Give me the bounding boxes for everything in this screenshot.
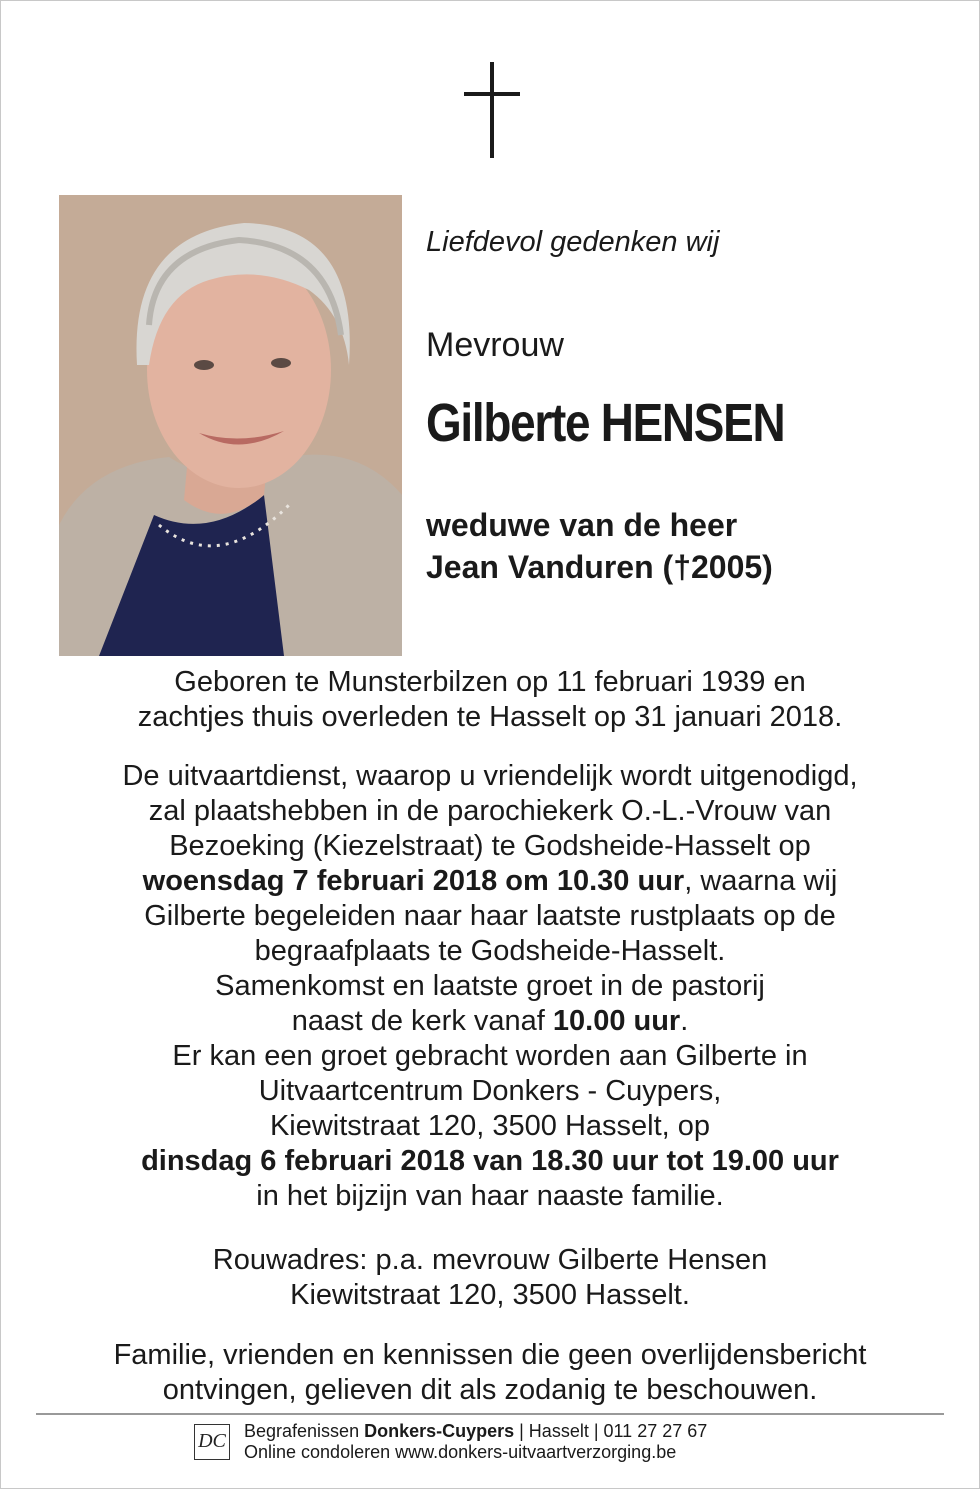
address-line-2: Kiewitstraat 120, 3500 Hasselt. [290,1279,690,1311]
deceased-name: Gilberte HENSEN [426,393,785,453]
service-line-6: begraafplaats te Godsheide-Hasselt. [254,935,726,967]
service-line-11: Kiewitstraat 120, 3500 Hasselt, op [269,1110,711,1142]
address-line-1: Rouwadres: p.a. mevrouw Gilberte Hensen [212,1244,768,1276]
portrait-photo [59,195,402,656]
service-line-10: Uitvaartcentrum Donkers - Cuypers, [258,1075,722,1107]
widow-line-1: weduwe van de heer [426,507,738,543]
closing-line-1: Familie, vrienden en kennissen die geen overlijdensbericht [113,1339,867,1371]
visitation-date: dinsdag 6 februari 2018 van 18.30 uur tot 19.00 uur [141,1145,839,1177]
birth-line-2: zachtjes thuis overleden te Hasselt op 31 januari 2018. [137,701,843,733]
footer-text [244,1421,707,1463]
honorific: Mevrouw [426,326,564,364]
service-line-9: Er kan een groet gebracht worden aan Gilberte in [172,1040,808,1072]
footer-line-1: Begrafenissen Donkers-Cuypers | Hasselt | 011 27 27 67 [244,1421,708,1441]
birth-death-paragraph [60,665,920,735]
service-date: woensdag 7 februari 2018 om 10.30 uur [142,865,685,897]
service-line-8: naast de kerk vanaf 10.00 uur. [291,1005,689,1037]
widow-line-2: Jean Vanduren (†2005) [426,549,773,585]
cross-icon [464,62,520,158]
footer-line-2[interactable]: Online condoleren www.donkers-uitvaartverzorging.be [244,1442,677,1462]
service-line-5: Gilberte begeleiden naar haar laatste rustplaats op de [144,900,836,932]
address-paragraph [60,1243,920,1313]
service-line-7: Samenkomst en laatste groet in de pastorij [215,970,765,1002]
footer-divider [36,1413,944,1415]
service-line-13: in het bijzijn van haar naaste familie. [256,1180,724,1212]
intro-text: Liefdevol gedenken wij [426,226,720,258]
service-paragraph [60,759,920,1214]
company-name: Donkers-Cuypers [364,1421,515,1441]
company-logo-icon: DC [194,1424,230,1460]
gathering-time: 10.00 uur [552,1005,681,1037]
closing-paragraph [60,1338,920,1408]
service-line-4: woensdag 7 februari 2018 om 10.30 uur, waarna wij [142,865,838,897]
service-line-3: Bezoeking (Kiezelstraat) te Godsheide-Hasselt op [169,830,811,862]
service-line-1: De uitvaartdienst, waarop u vriendelijk wordt uitgenodigd, [122,760,858,792]
birth-line-1: Geboren te Munsterbilzen op 11 februari 1939 en [174,666,806,698]
widow-text [426,504,773,588]
closing-line-2: ontvingen, gelieven dit als zodanig te beschouwen. [162,1374,818,1406]
service-line-2: zal plaatshebben in de parochiekerk O.-L.-Vrouw van [148,795,832,827]
